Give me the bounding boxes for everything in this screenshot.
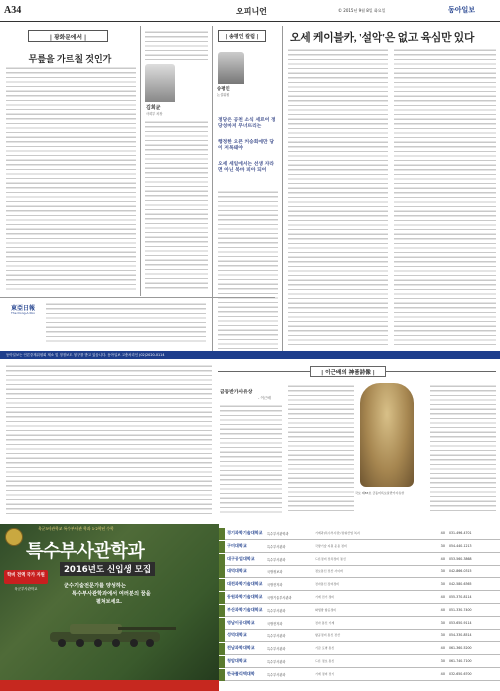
article-body-text <box>288 384 354 514</box>
article-body-text <box>430 384 496 514</box>
table-row <box>219 554 500 566</box>
department: 국방기술부사관과 <box>267 596 292 600</box>
pull-quote: 행정한 오픈 커숭회에만 당이 저목돼야 <box>218 140 274 152</box>
author-title: 논설위원 <box>217 93 230 97</box>
buddha-statue-image <box>360 383 414 487</box>
department: 특수부사관과 <box>267 544 286 549</box>
school-name: 동원과학기술대학교 <box>227 594 263 599</box>
column-body-text <box>145 120 208 292</box>
army-emblem-icon <box>5 528 23 546</box>
table-row <box>219 656 500 668</box>
school-name: 대구공업대학교 <box>227 555 255 561</box>
phone-number: 051-330-7400 <box>449 607 472 612</box>
paper-name: 동아일보 <box>448 6 476 14</box>
author-name: 김희균 <box>146 105 161 111</box>
table-row <box>219 669 500 681</box>
quota: 30 <box>440 543 445 548</box>
row-marker <box>219 605 225 617</box>
publisher-info-text <box>46 302 206 342</box>
quota: 40 <box>440 531 445 535</box>
department: 국방정보과 <box>267 570 283 575</box>
poem-title: 금동반가사유상 <box>220 390 253 395</box>
department: 국방전자과 <box>267 621 283 626</box>
publisher-logo-sub: The Dong-A Ilbo <box>11 311 35 315</box>
row-marker <box>219 541 225 553</box>
ad-footer-band <box>0 680 219 691</box>
row-marker <box>219 592 225 604</box>
tank-image <box>30 616 180 650</box>
quota: 30 <box>440 569 445 574</box>
column-body-text <box>6 66 136 292</box>
department: 특수부사관과 <box>267 634 286 639</box>
table-row <box>219 592 500 604</box>
column-body-text <box>6 364 212 514</box>
table-row <box>219 618 500 630</box>
specialty: 드론 정보 통신 <box>315 659 335 663</box>
pull-quote: 정당은 공천 소식 세르어 정당성마저 무너뜨리는 <box>218 118 276 130</box>
specialty: 국방기술 지원 운용 정비 <box>315 543 347 548</box>
specialty: 전자 통신 기계 <box>315 620 335 625</box>
school-name: 부산과학기술대학교 <box>227 606 263 612</box>
author-name: 송평인 <box>217 87 230 92</box>
quota: 40 <box>440 607 445 612</box>
quota: 40 <box>440 671 445 676</box>
table-row <box>219 541 500 553</box>
date-line: © 2015년 9월 8일 화요일 <box>338 8 386 13</box>
ad-copy: 특수부사관학과에서 여러분의 꿈을 <box>72 591 151 597</box>
column-label: | 광화문에서 | <box>28 30 108 42</box>
row-marker <box>219 566 225 578</box>
table-row <box>219 566 500 578</box>
quota: 40 <box>440 595 445 599</box>
table-row <box>219 643 500 655</box>
ad-title: 특수부사관학과 <box>26 541 145 562</box>
ad-copy: 펼쳐보세요. <box>96 599 123 605</box>
emblem-label: 육군부사관학교 <box>14 587 38 591</box>
row-marker <box>219 643 225 655</box>
table-row <box>219 630 500 642</box>
section-title: 오피니언 <box>236 7 267 16</box>
publisher-logo: 東亞日報 <box>10 306 35 312</box>
column-label: | 이근배의 神품詩像 | <box>310 366 386 377</box>
department: 특수부사관과 <box>267 557 286 562</box>
author-title: 사회부 차장 <box>146 112 163 116</box>
ad-badge-text: 학비 전액 국가 지원 <box>7 573 45 578</box>
row-marker <box>219 579 225 591</box>
department: 특수부사관과 <box>267 660 286 664</box>
phone-number: 053-560-3868 <box>449 556 472 561</box>
phone-number: 054-440-1213 <box>449 543 472 548</box>
column-divider <box>140 26 141 296</box>
article-body-text <box>394 48 496 348</box>
row-marker <box>219 630 225 642</box>
article-body-text <box>288 48 388 348</box>
image-caption: 국보 제83호 금동미륵보살반가사유상 <box>355 491 405 495</box>
school-name: 성덕대학교 <box>227 632 247 638</box>
department: 특수부사관과 <box>267 647 286 652</box>
phone-number: 053-650-9114 <box>449 620 472 625</box>
author-photo <box>218 52 244 84</box>
row-marker <box>219 669 225 681</box>
department: 특수부사관과 <box>267 672 286 677</box>
phone-number: 061-740-7100 <box>449 659 472 663</box>
department: 특수부사관과 <box>267 608 286 613</box>
specialty: 기계과(특수부사관) 방위산업 복지 <box>315 531 360 535</box>
phone-number: 042-866-0315 <box>449 569 472 574</box>
quota: 30 <box>440 582 445 587</box>
specialty: 드론정비 전차정비 통신 <box>315 556 346 561</box>
school-name: 영남이공대학교 <box>227 619 255 625</box>
notice-bar-text: 동아일보는 언론중재위원회 제소 및 정정보도 청구를 받고 있습니다. 동아일보 고충처리인 (02)2020-0114 <box>6 353 165 357</box>
school-name: 구미대학교 <box>227 542 247 548</box>
row-marker <box>219 656 225 668</box>
school-name: 대덕대학교 <box>227 568 247 574</box>
specialty: 정보통신 전산 사이버 <box>315 569 343 574</box>
specialty: 기계 정비 전기 <box>315 671 335 676</box>
specialty: 항공정비 통신 전산 <box>315 633 341 638</box>
author-photo <box>145 64 175 102</box>
school-name: 청암대학교 <box>227 658 247 663</box>
quota: 40 <box>440 646 445 651</box>
specialty: 기계 전기 정비 <box>315 595 335 599</box>
column-label: | 송평인 칼럼 | <box>218 30 266 42</box>
row-marker <box>219 618 225 630</box>
school-name: 대전과학기술대학교 <box>227 581 263 587</box>
table-row <box>219 528 500 540</box>
phone-number: 032-650-6700 <box>449 671 472 676</box>
school-name: 한국폴리텍대학 <box>227 670 255 676</box>
specialty: 전자통신 장비정비 <box>315 582 340 587</box>
school-table <box>219 524 500 691</box>
poem-author: - 이근배 <box>258 396 271 400</box>
column-divider <box>282 26 283 356</box>
phone-number: 031-496-4701 <box>449 531 472 535</box>
quota: 30 <box>440 633 445 638</box>
column-body-text <box>145 30 208 60</box>
row-marker <box>219 528 225 540</box>
main-headline: 오세 케이블카, '설악'은 없고 육심만 있다 <box>290 32 475 44</box>
quota: 30 <box>440 620 445 625</box>
ad-copy: 군수기술전문가를 양성하는 <box>64 583 126 589</box>
school-name: 전남과학대학교 <box>227 645 255 651</box>
pull-quote: 오세 세일에서는 선생 자라면 아닌 북마 피아 되어 <box>218 162 274 174</box>
specialty: 화생방 항공정비 <box>315 607 337 612</box>
quota: 40 <box>440 556 445 561</box>
ad-subtitle: 2016년도 신입생 모집 <box>60 562 155 576</box>
table-row <box>219 579 500 591</box>
school-name: 경기과학기술대학교 <box>227 530 263 535</box>
column-title: 무릎을 가르칠 것인가 <box>28 54 112 64</box>
quota: 30 <box>440 659 445 663</box>
phone-number: 054-330-8514 <box>449 633 472 638</box>
ad-top-line: 육군3사관학교 특수부사관 학과 1·2학년 수학 <box>38 526 114 531</box>
phone-number: 055-370-8114 <box>449 595 472 599</box>
department: 특수부사관학과 <box>267 532 289 536</box>
department: 국방전자과 <box>267 583 283 588</box>
specialty: 기갑 포병 통신 <box>315 646 335 651</box>
phone-number: 061-360-5200 <box>449 646 472 651</box>
table-row <box>219 605 500 617</box>
row-marker <box>219 554 225 566</box>
poem-text <box>220 404 282 514</box>
phone-number: 042-580-6365 <box>449 582 472 587</box>
page-number: A34 <box>4 5 22 16</box>
